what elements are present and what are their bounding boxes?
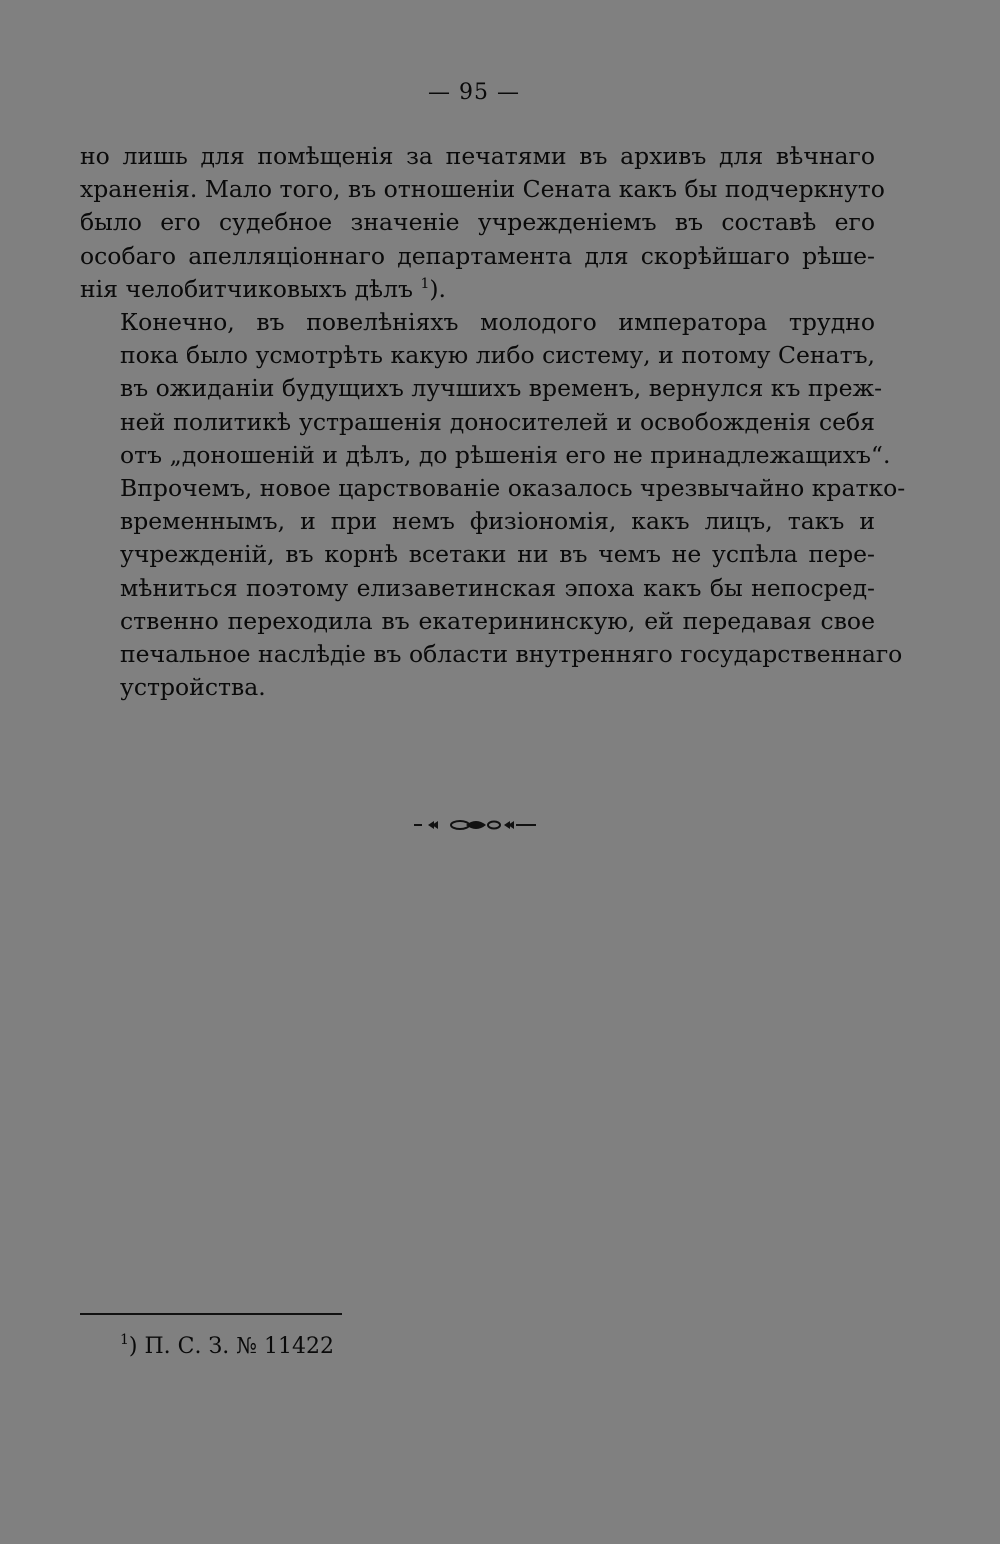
text-line-content: нія челобитчиковыхъ дѣлъ (80, 274, 413, 303)
ornament-divider (412, 812, 538, 836)
paragraph-1 (80, 140, 885, 306)
footnote-1 (120, 1334, 334, 1359)
footnote-divider (80, 1313, 342, 1315)
footnote-marker: 1 (120, 1332, 129, 1348)
text-line: печальное наслѣдіе въ области внутренняго государственнаго (120, 640, 903, 669)
text-line: пока было усмотрѣть какую либо систему, и потому Сенатъ, (120, 341, 875, 370)
text-line: ней политикѣ устрашенія доносителей и освобожденія себя (120, 407, 875, 436)
footnote-text: ) П. С. З. № 11422 (128, 1334, 334, 1359)
text-line: Впрочемъ, новое царствованіе оказалось чрезвычайно кратко- (120, 474, 906, 503)
text-line: временнымъ, и при немъ физіономія, какъ лицъ, такъ и (120, 507, 875, 536)
text-line: храненія. Мало того, въ отношеніи Сената какъ бы подчеркнуто (80, 175, 885, 204)
text-line: въ ожиданіи будущихъ лучшихъ временъ, вернулся къ преж- (120, 374, 883, 403)
body-text (80, 140, 906, 704)
footnote-reference[interactable]: 1 (420, 275, 430, 292)
text-line: но лишь для помѣщенія за печатями въ архивъ для вѣчнаго (80, 142, 875, 170)
text-line: Конечно, въ повелѣніяхъ молодого императора трудно (120, 308, 875, 337)
text-line: особаго апелляціоннаго департамента для скорѣйшаго рѣше- (80, 241, 875, 270)
page-number: — 95 — (428, 80, 520, 105)
text-line: было его судебное значеніе учрежденіемъ въ составѣ его (80, 208, 875, 237)
text-line (80, 273, 875, 306)
text-line-tail: ). (429, 274, 447, 303)
paragraph-2 (80, 306, 906, 704)
text-line: мѣниться поэтому елизаветинская эпоха какъ бы непосред- (120, 573, 875, 602)
text-line: учрежденій, въ корнѣ всетаки ни въ чемъ не успѣла пере- (120, 540, 875, 569)
text-line: отъ „доношеній и дѣлъ, до рѣшенія его не принадлежащихъ“. (120, 440, 891, 469)
text-line: ственно переходила въ екатерининскую, ей передавая свое (120, 606, 875, 635)
text-line: устройства. (120, 673, 266, 702)
